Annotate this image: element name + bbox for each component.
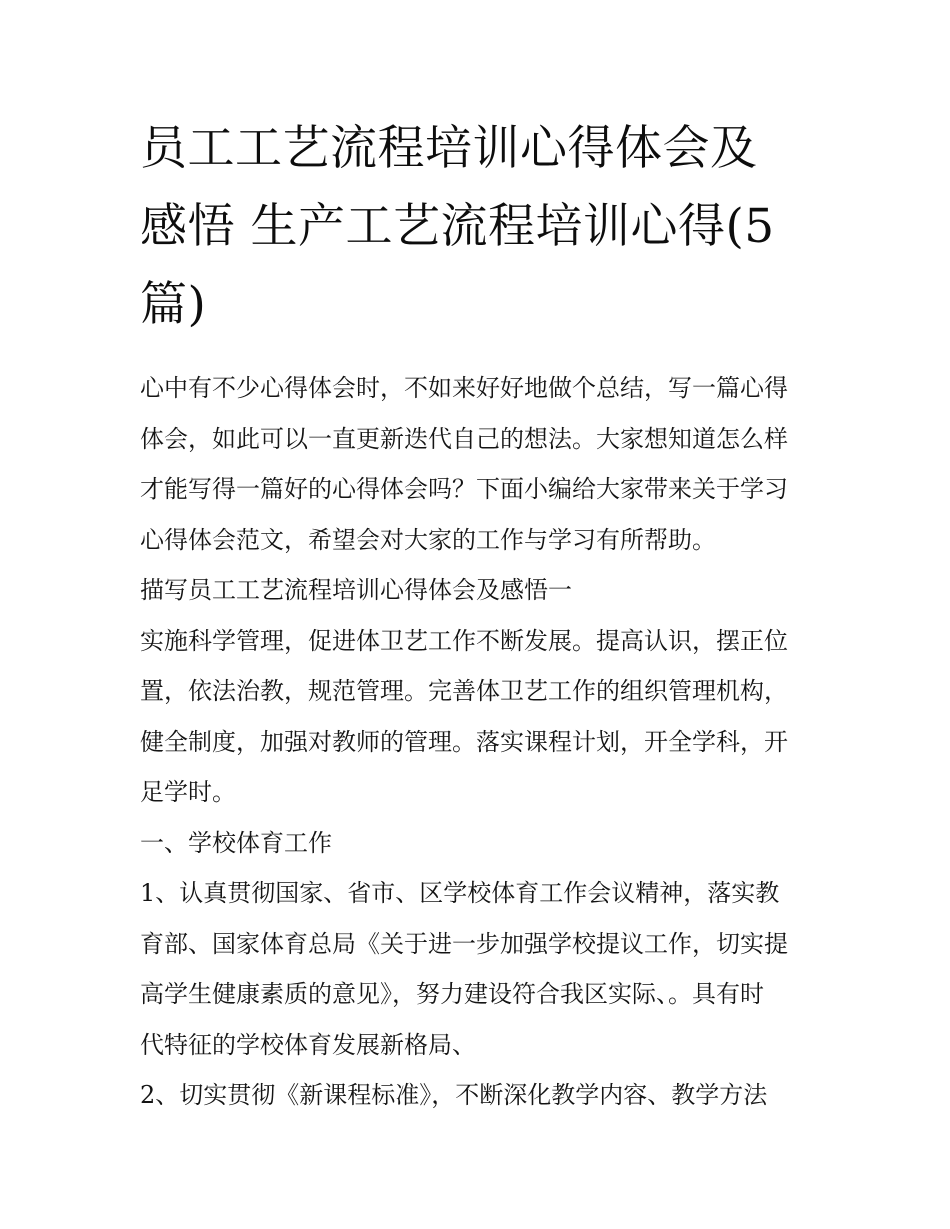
paragraph-line: 置，依法治教，规范管理。完善体卫艺工作的组织管理机构， [140,677,788,705]
title-line: 员工工艺流程培训心得体会及 [140,121,758,176]
paragraph-line: 健全制度，加强对教师的管理。落实课程计划，开全学科，开 [140,727,788,756]
document-content [140,110,812,1121]
document-title [140,110,812,344]
intro-line: 心得体会范文，希望会对大家的工作与学习有所帮助。 [140,525,716,554]
list-item-line: 育部、国家体育总局《关于进一步加强学校提议工作，切实提 [140,929,788,958]
section-heading: 描写员工工艺流程培训心得体会及感悟一 [140,576,572,604]
intro-line: 心中有不少心得体会时，不如来好好地做个总结，写一篇心得 [140,374,788,402]
intro-line: 体会，如此可以一直更新迭代自己的想法。大家想知道怎么样 [140,424,788,453]
paragraph-line: 实施科学管理，促进体卫艺工作不断发展。提高认识，摆正位 [140,626,788,655]
list-item-line: 高学生健康素质的意见》，努力建设符合我区实际、。具有时 [140,980,764,1008]
document-body [140,363,812,1121]
intro-line: 才能写得一篇好的心得体会吗？下面小编给大家带来关于学习 [140,475,788,503]
list-item-line: 代特征的学校体育发展新格局、 [140,1030,476,1059]
title-line: 感悟 生产工艺流程培训心得(5 [140,199,775,254]
list-item-line: 2、切实贯彻《新课程标准》，不断深化教学内容、教学方法 [140,1081,768,1109]
list-item-line: 1、认真贯彻国家、省市、区学校体育工作会议精神，落实教 [140,879,780,907]
subsection-heading: 一、学校体育工作 [140,828,332,857]
paragraph-line: 足学时。 [140,778,236,806]
title-line: 篇) [140,277,207,332]
